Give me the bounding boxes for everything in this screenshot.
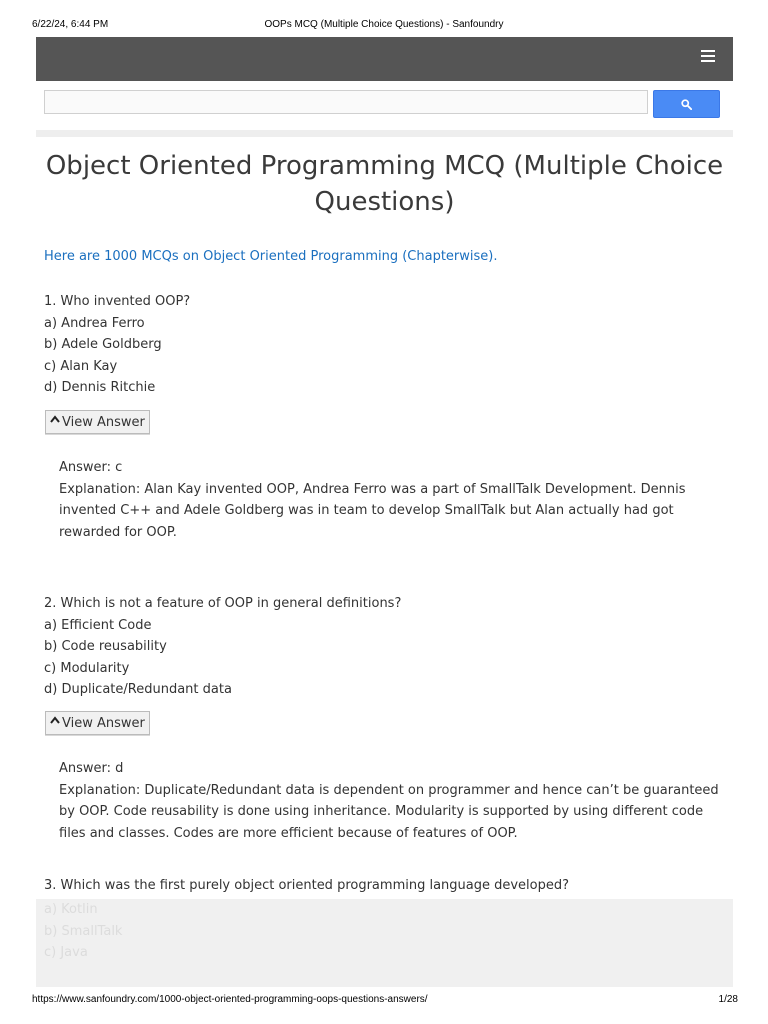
question-block-3 [44,875,724,897]
top-navigation-bar [36,37,733,81]
view-answer-label: View Answer [62,414,145,430]
caret-up-icon [50,716,60,726]
print-url: https://www.sanfoundry.com/1000-object-oriented-programming-oops-questions-answers/ [32,994,428,1005]
faded-options [44,899,122,964]
answer-block-1 [59,457,725,543]
view-answer-label: View Answer [62,715,145,731]
option-c: c) Modularity [44,660,130,676]
explanation-text: Explanation: Alan Kay invented OOP, Andrea Ferro was a part of SmallTalk Development. Dennis invented C++ and Adele Goldberg was in team to develop SmallTalk but Alan actually had got rewarded for OOP. [59,481,686,540]
option-d: d) Duplicate/Redundant data [44,682,232,698]
answer-block-2 [59,758,725,844]
print-datetime: 6/22/24, 6:44 PM [32,19,109,30]
option-a: a) Efficient Code [44,617,152,633]
option-d: d) Dennis Ritchie [44,380,156,396]
section-divider [36,130,733,137]
intro-text [44,248,498,266]
chapterwise-mcq-link[interactable]: Here are 1000 MCQs on Object Oriented Programming (Chapterwise) [44,249,494,264]
view-answer-button-1[interactable] [45,410,150,434]
option-b: b) SmallTalk [44,923,123,939]
caret-up-icon [50,415,60,425]
page-title: Object Oriented Programming MCQ (Multiple Choice Questions) [45,151,724,217]
answer-text: Answer: c [59,460,123,475]
option-a: a) Andrea Ferro [44,315,145,331]
option-b: b) Code reusability [44,639,167,655]
print-page-number: 1/28 [718,994,738,1005]
intro-suffix: . [493,249,498,264]
print-header [0,0,768,36]
faded-content-overlay [36,899,733,987]
search-button[interactable] [653,90,720,118]
question-text: 2. Which is not a feature of OOP in general definitions? [44,596,402,611]
question-text: 1. Who invented OOP? [44,294,191,309]
explanation-text: Explanation: Duplicate/Redundant data is dependent on programmer and hence can’t be guaranteed by OOP. Code reusability is done using inheritance. Modularity is supported by using different code files and classes. Codes are more efficient because of features of OOP. [59,782,719,841]
view-answer-button-2[interactable] [45,711,150,735]
option-b: b) Adele Goldberg [44,337,162,353]
question-block-2 [44,593,724,701]
search-bar [44,88,726,118]
print-page-title: OOPs MCQ (Multiple Choice Questions) - Sanfoundry [264,19,504,30]
answer-text: Answer: d [59,761,124,776]
option-c: c) Java [44,945,88,961]
hamburger-menu-icon[interactable] [701,50,715,62]
question-block-1 [44,291,724,399]
option-c: c) Alan Kay [44,358,118,374]
search-input[interactable] [44,90,648,114]
option-a: a) Kotlin [44,902,98,917]
print-footer [0,994,768,1014]
question-text: 3. Which was the first purely object oriented programming language developed? [44,878,570,893]
search-icon [681,99,692,110]
